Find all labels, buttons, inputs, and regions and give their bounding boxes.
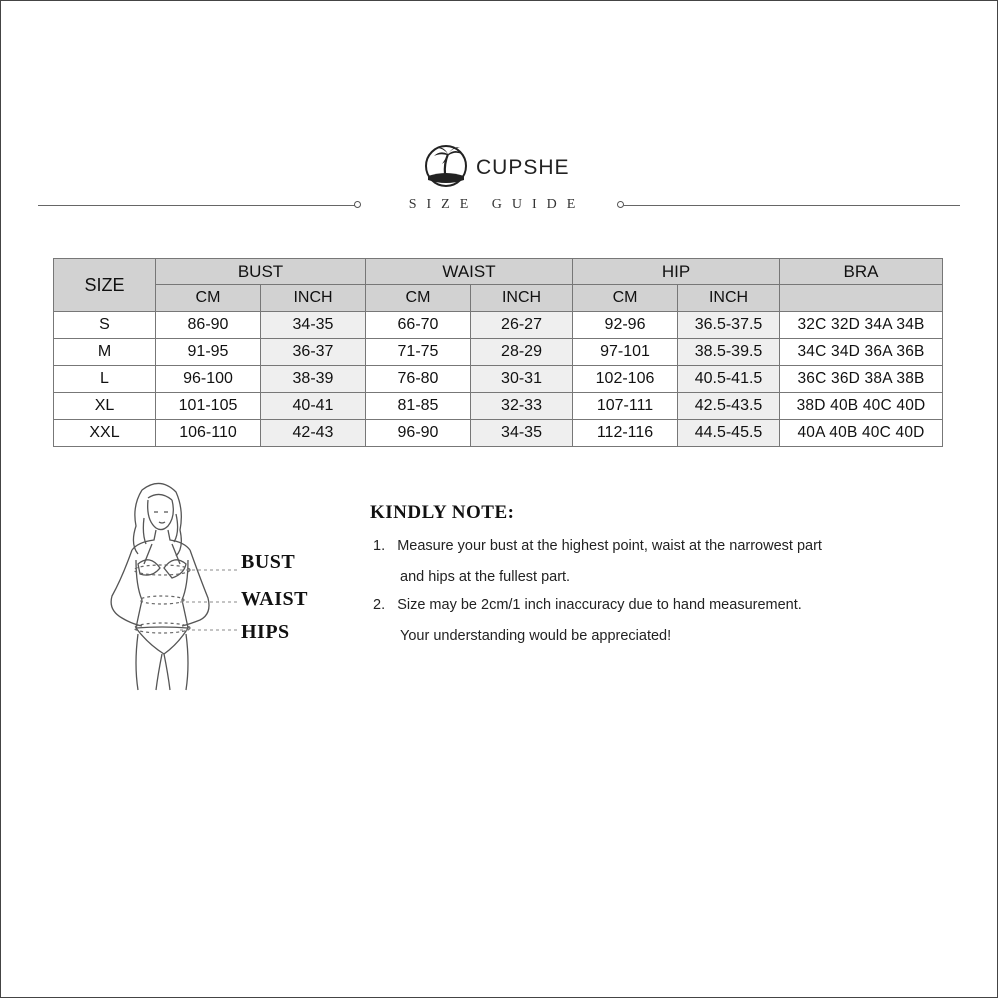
- size-cell: XXL: [54, 420, 156, 447]
- bust-cm-cell: 96-100: [156, 366, 261, 393]
- table-row: [54, 339, 943, 366]
- bra-cell: 36C 36D 38A 38B: [780, 366, 943, 393]
- bust-cm-header: CM: [156, 285, 261, 312]
- note-item-2: [373, 597, 802, 613]
- hip-cm-cell: 92-96: [573, 312, 678, 339]
- hip-inch-cell: 38.5-39.5: [678, 339, 780, 366]
- waist-header: WAIST: [366, 259, 573, 285]
- waist-inch-cell: 30-31: [471, 366, 573, 393]
- bra-cell: 38D 40B 40C 40D: [780, 393, 943, 420]
- divider-line-left: [38, 205, 356, 206]
- size-cell: L: [54, 366, 156, 393]
- bra-cell: 40A 40B 40C 40D: [780, 420, 943, 447]
- brand-logo: [418, 140, 570, 190]
- waist-cm-cell: 81-85: [366, 393, 471, 420]
- palm-tree-island-icon: [418, 140, 474, 190]
- hip-inch-cell: 42.5-43.5: [678, 393, 780, 420]
- table-row: [54, 366, 943, 393]
- hip-inch-cell: 44.5-45.5: [678, 420, 780, 447]
- waist-cm-cell: 76-80: [366, 366, 471, 393]
- waist-cm-cell: 71-75: [366, 339, 471, 366]
- note-item-1-line1: Measure your bust at the highest point, waist at the narrowest part: [397, 538, 822, 554]
- table-group-header-row: [54, 259, 943, 285]
- note-item-2-line1: Size may be 2cm/1 inch inaccuracy due to hand measurement.: [397, 597, 802, 613]
- bra-cell: 32C 32D 34A 34B: [780, 312, 943, 339]
- note-item-2-line2: Your understanding would be appreciated!: [400, 628, 672, 644]
- bust-inch-header: INCH: [261, 285, 366, 312]
- bust-label: BUST: [241, 551, 296, 573]
- bust-cm-cell: 101-105: [156, 393, 261, 420]
- waist-cm-cell: 66-70: [366, 312, 471, 339]
- waist-inch-cell: 28-29: [471, 339, 573, 366]
- hip-cm-cell: 107-111: [573, 393, 678, 420]
- bra-sub-header: [780, 285, 943, 312]
- table-unit-header-row: [54, 285, 943, 312]
- hip-header: HIP: [573, 259, 780, 285]
- bust-cm-cell: 91-95: [156, 339, 261, 366]
- size-cell: S: [54, 312, 156, 339]
- table-row: [54, 420, 943, 447]
- note-item-1: [373, 538, 822, 554]
- note-item-1-number: 1.: [373, 538, 386, 554]
- size-cell: M: [54, 339, 156, 366]
- brand-name: CUPSHE: [476, 156, 570, 179]
- waist-inch-cell: 34-35: [471, 420, 573, 447]
- size-cell: XL: [54, 393, 156, 420]
- note-item-1-line2: and hips at the fullest part.: [400, 569, 571, 585]
- bust-cm-cell: 106-110: [156, 420, 261, 447]
- bust-inch-cell: 38-39: [261, 366, 366, 393]
- bust-inch-cell: 36-37: [261, 339, 366, 366]
- note-item-2-number: 2.: [373, 597, 386, 613]
- divider-line-right: [623, 205, 960, 206]
- waist-cm-header: CM: [366, 285, 471, 312]
- bra-cell: 34C 34D 36A 36B: [780, 339, 943, 366]
- bust-inch-cell: 40-41: [261, 393, 366, 420]
- bra-header: BRA: [780, 259, 943, 285]
- kindly-note-title: KINDLY NOTE:: [370, 502, 515, 523]
- size-guide-title: SIZE GUIDE: [408, 197, 586, 212]
- bust-inch-cell: 42-43: [261, 420, 366, 447]
- waist-cm-cell: 96-90: [366, 420, 471, 447]
- waist-label: WAIST: [241, 588, 308, 610]
- size-table: [53, 258, 943, 447]
- waist-inch-cell: 32-33: [471, 393, 573, 420]
- hips-label: HIPS: [241, 621, 290, 643]
- hip-cm-header: CM: [573, 285, 678, 312]
- table-row: [54, 312, 943, 339]
- bust-cm-cell: 86-90: [156, 312, 261, 339]
- table-row: [54, 393, 943, 420]
- measurement-pointer-lines: [180, 560, 242, 640]
- waist-inch-cell: 26-27: [471, 312, 573, 339]
- size-guide-divider: [38, 196, 960, 216]
- size-column-header: SIZE: [54, 259, 156, 312]
- bust-inch-cell: 34-35: [261, 312, 366, 339]
- hip-cm-cell: 97-101: [573, 339, 678, 366]
- waist-inch-header: INCH: [471, 285, 573, 312]
- divider-dot-left: [354, 201, 361, 208]
- hip-cm-cell: 112-116: [573, 420, 678, 447]
- hip-cm-cell: 102-106: [573, 366, 678, 393]
- hip-inch-cell: 40.5-41.5: [678, 366, 780, 393]
- bust-header: BUST: [156, 259, 366, 285]
- hip-inch-cell: 36.5-37.5: [678, 312, 780, 339]
- hip-inch-header: INCH: [678, 285, 780, 312]
